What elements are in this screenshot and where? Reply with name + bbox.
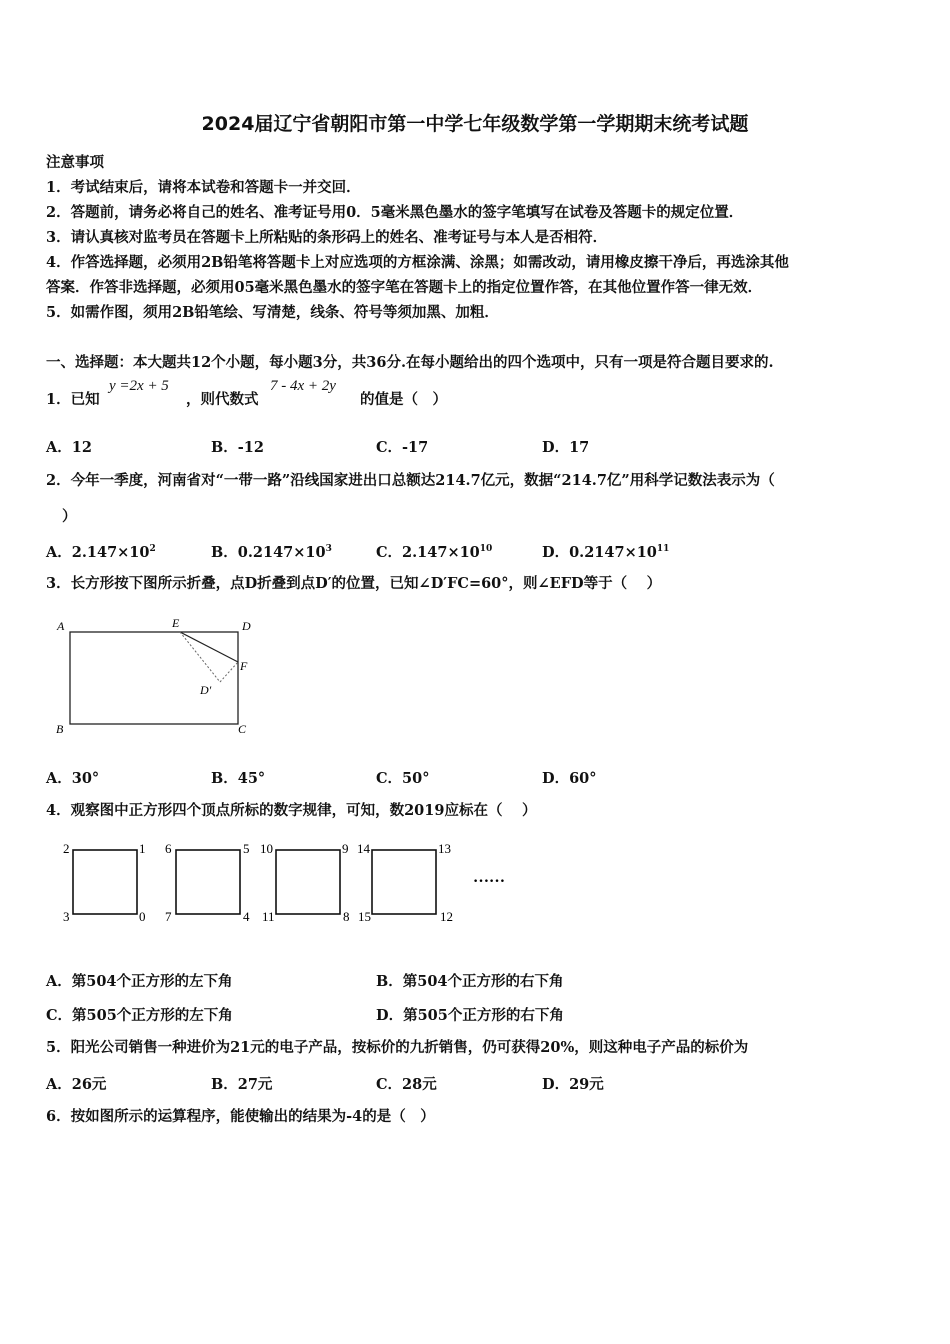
label-b: B: [56, 722, 64, 736]
square-2-br: 4: [243, 909, 250, 924]
notice-item-1: 1．考试结束后，请将本试卷和答题卡一并交回．: [46, 179, 361, 196]
q2-option-d-exp: 11: [656, 544, 670, 554]
label-c: C: [238, 722, 247, 736]
q2-option-b-exp: 3: [325, 544, 332, 554]
q2-option-c: [376, 541, 492, 562]
square-4-tr: 13: [438, 841, 451, 856]
squares-figure: [55, 836, 555, 931]
label-d-prime: D′: [200, 683, 212, 697]
square-2-bl: 7: [165, 909, 172, 924]
line-fd-prime: [220, 662, 238, 682]
square-3-bl: 11: [262, 909, 275, 924]
q4-option-d: D．第505个正方形的右下角: [376, 1007, 564, 1024]
q5-text: 5．阳光公司销售一种进价为21元的电子产品，按标价的九折销售，仍可获得20%，则这种电子产品的标价为: [46, 1039, 749, 1056]
q6-text: 6．按如图所示的运算程序，能使输出的结果为-4的是（ ）: [46, 1108, 435, 1125]
label-d: D: [242, 619, 251, 633]
q2-option-d: [542, 541, 669, 562]
q1-expr1: y =2x + 5: [109, 378, 169, 394]
q4-option-b: B．第504个正方形的右下角: [376, 973, 564, 990]
q1-option-d: D．17: [542, 439, 590, 456]
page-title: 2024届辽宁省朝阳市第一中学七年级数学第一学期期末统考试题: [201, 113, 749, 135]
q4-option-a: A．第504个正方形的左下角: [46, 973, 233, 990]
q2-text-cont: ）: [62, 508, 77, 525]
fold-line-ef: [180, 632, 238, 662]
fold-rectangle-figure: [50, 612, 270, 742]
q1-prefix: 1．已知: [46, 391, 100, 408]
square-4-br: 12: [440, 909, 453, 924]
square-3-tr: 9: [342, 841, 349, 856]
square-1: [63, 841, 146, 924]
label-f: F: [240, 659, 248, 673]
q3-option-d: D．60°: [542, 770, 597, 787]
q5-option-c: C．28元: [376, 1076, 437, 1093]
q2-option-c-exp: 10: [479, 544, 493, 554]
notice-heading: 注意事项: [46, 154, 104, 171]
q3-option-a: A．30°: [46, 770, 100, 787]
section-heading: 一、选择题：本大题共12个小题，每小题3分，共36分.在每小题给出的四个选项中，只有一项是符合题目要求的.: [46, 354, 774, 371]
q5-option-d: D．29元: [542, 1076, 604, 1093]
square-4: [357, 841, 453, 924]
notice-item-3: 3．请认真核对监考员在答题卡上所粘贴的条形码上的姓名、准考证号与本人是否相符．: [46, 229, 608, 246]
notice-item-4-cont: 答案．作答非选择题，必须用05毫米黑色墨水的签字笔在答题卡上的指定位置作答，在其他位置作答一律无效．: [46, 279, 763, 296]
square-4-tl: 14: [357, 841, 370, 856]
q2-text: 2．今年一季度，河南省对“一带一路”沿线国家进出口总额达214.7亿元，数据“214.7亿”用科学记数法表示为（: [46, 472, 775, 489]
q4-option-c: C．第505个正方形的左下角: [46, 1007, 233, 1024]
q1-option-b: B．-12: [211, 439, 264, 456]
square-4-bl: 15: [358, 909, 371, 924]
square-1-br: 0: [139, 909, 146, 924]
q2-option-d-label: D．0.2147×10: [542, 544, 657, 561]
square-2: [165, 841, 250, 924]
q2-option-c-label: C．2.147×10: [376, 544, 480, 561]
q1-option-a: A．12: [46, 439, 92, 456]
q2-option-a: [46, 541, 156, 562]
q2-option-b: [211, 541, 332, 562]
square-3-tl: 10: [260, 841, 273, 856]
square-1-bl: 3: [63, 909, 70, 924]
q2-option-a-exp: 2: [149, 544, 156, 554]
q4-text: 4．观察图中正方形四个顶点所标的数字规律，可知，数2019应标在（ ）: [46, 802, 537, 819]
label-e: E: [172, 616, 180, 630]
square-3: [260, 841, 350, 924]
square-2-tl: 6: [165, 841, 172, 856]
q1-suffix: 的值是（ ）: [360, 391, 447, 408]
label-a: A: [57, 619, 65, 633]
q3-option-c: C．50°: [376, 770, 430, 787]
square-2-tr: 5: [243, 841, 250, 856]
q3-option-b: B．45°: [211, 770, 266, 787]
q5-option-a: A．26元: [46, 1076, 107, 1093]
line-ed-prime: [180, 632, 220, 682]
q1-middle: ，则代数式: [186, 391, 259, 408]
rectangle-abcd: [70, 632, 238, 724]
ellipsis: ……: [473, 869, 505, 886]
square-1-tr: 1: [139, 841, 146, 856]
q5-option-b: B．27元: [211, 1076, 273, 1093]
q2-option-a-label: A．2.147×10: [46, 544, 150, 561]
notice-item-4: 4．作答选择题，必须用2B铅笔将答题卡上对应选项的方框涂满、涂黑；如需改动，请用橡皮擦干净后，再选涂其他: [46, 254, 789, 271]
square-3-br: 8: [343, 909, 350, 924]
square-1-tl: 2: [63, 841, 70, 856]
q1-expr2: 7 - 4x + 2y: [270, 378, 336, 394]
q2-option-b-label: B．0.2147×10: [211, 544, 326, 561]
q1-option-c: C．-17: [376, 439, 429, 456]
notice-item-5: 5．如需作图，须用2B铅笔绘、写清楚，线条、符号等须加黑、加粗．: [46, 304, 499, 321]
q3-text: 3．长方形按下图所示折叠，点D折叠到点D′的位置，已知∠D′FC=60°，则∠EFD等于（ ）: [46, 575, 662, 592]
notice-item-2: 2．答题前，请务必将自己的姓名、准考证号用0．5毫米黑色墨水的签字笔填写在试卷及答题卡的规定位置．: [46, 204, 744, 221]
